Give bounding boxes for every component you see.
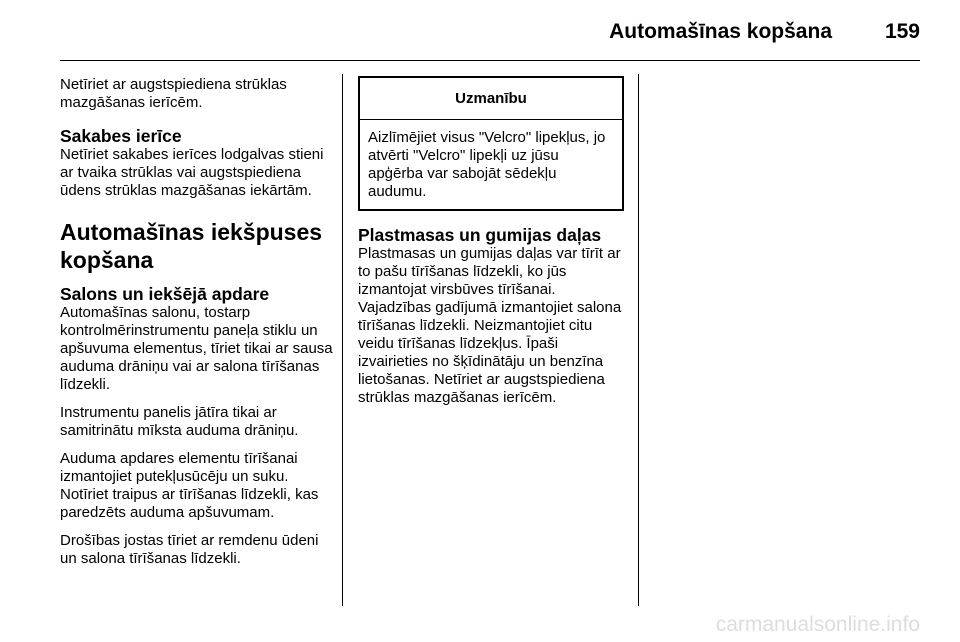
- section-title: Automašīnas iekšpuses kopšana: [60, 219, 323, 273]
- intro-paragraph: Netīriet ar augstspiediena strūklas mazgāšanas ierīcēm.: [60, 76, 287, 111]
- caution-text: Aizlīmējiet visus "Velcro" lipekļus, jo atvērti "Velcro" lipekļi uz jūsu apģērba var sabojāt sēdekļu audumu.: [368, 129, 606, 200]
- plastics-heading: Plastmasas un gumijas daļas: [358, 225, 602, 245]
- interior-heading: Salons un iekšējā apdare: [60, 284, 270, 304]
- interior-paragraph: Automašīnas salonu, tostarp kontrolmērinstrumentu paneļa stiklu un apšuvuma elementus, tīriet tikai ar sausa auduma drāniņu vai ar salona tīrīšanas līdzekli.: [60, 304, 333, 393]
- towing-heading: Sakabes ierīce: [60, 126, 182, 146]
- header-rule: [60, 60, 920, 61]
- caution-box: [358, 76, 624, 211]
- running-title: Automašīnas kopšana: [609, 20, 832, 43]
- plastics-paragraph: Plastmasas un gumijas daļas var tīrīt ar to pašu tīrīšanas līdzekli, ko jūs izmantojat virsbūves tīrīšanai. Vajadzības gadījumā izmantojiet salona tīrīšanas līdzekli. Neizmantojiet citu veidu tīrīšanas līdzekļus. Īpaši izvairieties no šķīdinātāju un benzīna lietošanas. Netīriet ar augstspiediena strūklas mazgāšanas ierīcēm.: [358, 245, 622, 406]
- caution-title: Uzmanību: [360, 78, 622, 120]
- column-divider-left: [342, 74, 343, 606]
- column-divider-right: [638, 74, 639, 606]
- interior-paragraph: Drošības jostas tīriet ar remdenu ūdeni un salona tīrīšanas līdzekli.: [60, 532, 319, 567]
- page-number: 159: [884, 20, 920, 43]
- interior-paragraph: Instrumentu panelis jātīra tikai ar samitrinātu mīksta auduma drāniņu.: [60, 404, 299, 439]
- interior-paragraph: Auduma apdares elementu tīrīšanai izmantojiet putekļusūcēju un suku. Notīriet traipus ar tīrīšanas līdzekli, kas paredzēts auduma apšuvumam.: [60, 450, 319, 521]
- towing-paragraph: Netīriet sakabes ierīces lodgalvas stieni ar tvaika strūklas vai augstspiediena ūdens strūklas mazgāšanas iekārtām.: [60, 146, 324, 199]
- right-column: [358, 76, 624, 407]
- watermark: carmanualsonline.info: [715, 613, 920, 636]
- left-column: [60, 76, 335, 568]
